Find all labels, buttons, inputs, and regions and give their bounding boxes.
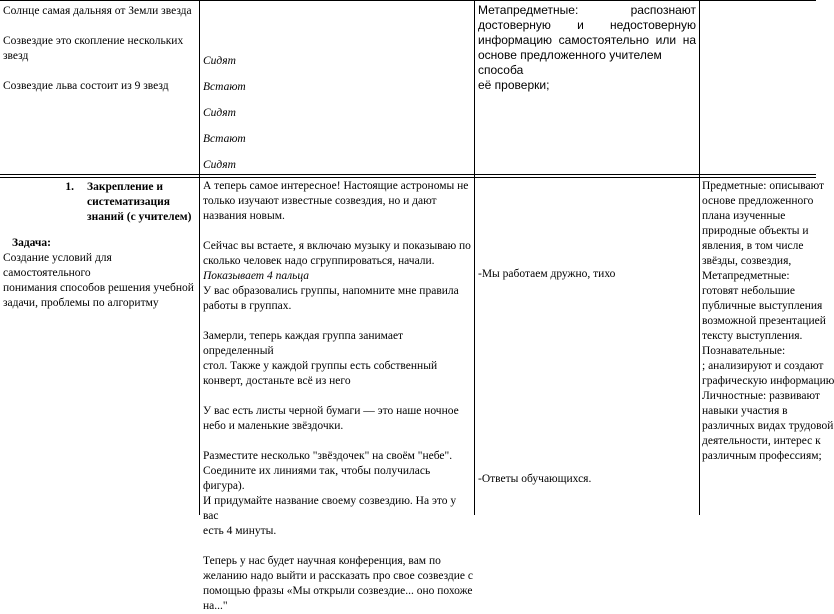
task-text: понимания способов решения учебной [3,282,194,294]
section-heading: знаний (с учителем) [87,211,192,223]
teacher-text: И придумайте название своему созвездию. На это у вас [203,495,457,522]
teacher-text: желанию надо выйти и рассказать про свое созвездие с [203,570,474,582]
teacher-text: Замерли, теперь каждая группа занимает определенный [203,330,404,357]
teacher-text: есть 4 минуты. [203,525,277,537]
outcome-line: Метапредметные: [702,270,790,282]
teacher-text: А теперь самое интересное! Настоящие астрономы не [203,180,469,192]
section-heading: Закрепление и [87,181,163,193]
outcome-line: различным профессиям; [702,450,822,462]
task-text: Создание условий для самостоятельного [3,252,112,279]
row2-col3-cell [478,179,696,515]
outcome-line: природные объекты и [702,225,809,237]
row2-col5-cell [702,179,834,464]
teacher-text: Разместите несколько "звёздочек" на своём "небе". [203,450,453,462]
action-text: Сидят [203,55,236,67]
outcome-line: основе предложенного [702,195,814,207]
teacher-text: Соедините их линиями так, чтобы получилась фигура). [203,465,431,492]
action-text: Сидят [203,107,236,119]
col-divider-2 [474,0,475,515]
meta-line: достоверную и недостоверную [478,18,696,32]
teacher-text: конверт, достаньте всё из него [203,375,351,387]
task-label: Задача: [12,237,51,249]
teacher-text: сколько человек надо сгруппироваться, начали. [203,255,435,267]
outcome-line: тексту выступления. [702,330,803,342]
row1-col2-cell [203,54,469,173]
outcome-line: различных видах трудовой [702,420,834,432]
teacher-text: стол. Также у каждой группы есть собственный [203,360,438,372]
teacher-text: работы в группах. [203,300,292,312]
outcome-line: готовят небольшие [702,285,795,297]
teacher-text: помощью фразы «Мы открыли созвездие... оно похоже [203,585,473,597]
teacher-text: У вас образовались группы, напомните мне правила [203,285,459,297]
outcome-line: ; анализируют и создают [702,360,824,372]
outcome-line: публичные выступления [702,300,823,312]
row1-col4-cell [478,3,696,93]
teacher-text: на..." [203,600,228,612]
teacher-text: Теперь у нас будет научная конференция, вам по [203,555,441,567]
list-number: 1. [65,181,74,193]
fact-text: Созвездие это скопление нескольких звезд [3,35,184,62]
outcome-line: Предметные: описывают [702,180,825,192]
outcome-line: Личностные: развивают [702,390,820,402]
student-answer: -Мы работаем дружно, тихо [478,268,616,280]
outcome-line: возможной презентацией [702,315,826,327]
outcome-line: звёзды, созвездия, [702,255,792,267]
action-text: Встают [203,81,246,93]
row2-col1-cell [3,180,197,311]
outcome-line: плана изученные [702,210,786,222]
meta-line: её проверки; [478,78,550,92]
border-top [0,0,816,1]
col-divider-1 [199,0,200,515]
teacher-text: небо и маленькие звёздочки. [203,420,344,432]
meta-line: Метапредметные: распознают [478,3,696,17]
outcome-line: деятельности, интерес к [702,435,821,447]
row1-col1-cell [3,4,197,94]
meta-line: информацию самостоятельно или на [478,33,696,47]
section-heading: систематизация [87,196,170,208]
teacher-text: названия новым. [203,210,285,222]
teacher-text: только изучают известные созвездия, но и дают [203,195,437,207]
fact-text: Созвездие льва состоит из 9 звезд [3,80,169,92]
row2-col2-cell [203,179,473,614]
teacher-text: У вас есть листы черной бумаги — это наше ночное [203,405,459,417]
row-divider [0,174,816,175]
outcome-line: Познавательные: [702,345,786,357]
teacher-note: Показывает 4 пальца [203,270,309,282]
outcome-line: явления, в том числе [702,240,804,252]
fact-text: Солнце самая дальняя от Земли звезда [3,5,192,17]
meta-line: основе предложенного учителем способа [478,48,662,77]
outcome-line: графическую информацию [702,375,834,387]
student-answer: -Ответы обучающихся. [478,473,592,485]
teacher-text: Сейчас вы встаете, я включаю музыку и показываю по [203,240,471,252]
outcome-line: навыки участия в [702,405,788,417]
action-text: Встают [203,133,246,145]
action-text: Сидят [203,159,236,171]
row-divider-2 [0,177,816,178]
col-divider-3 [699,0,700,515]
task-text: задачи, проблемы по алгоритму [3,297,159,309]
